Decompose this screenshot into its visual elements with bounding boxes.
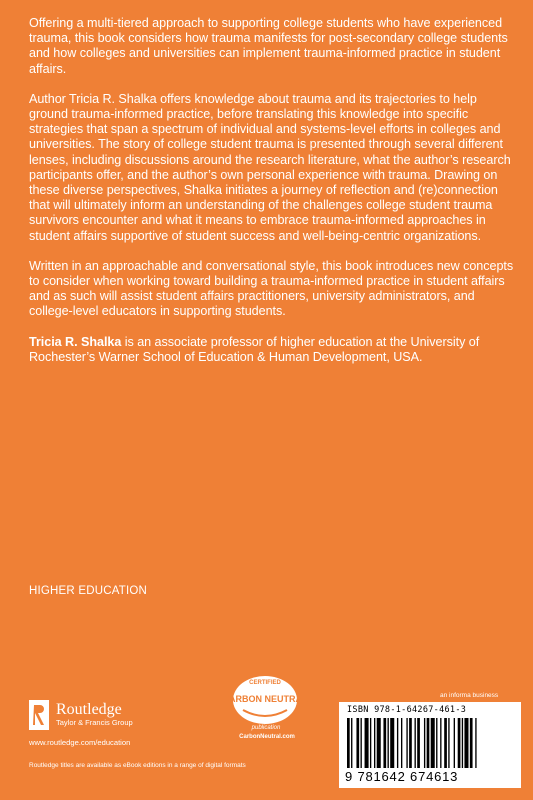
isbn-label: ISBN 978-1-64267-461-3 (347, 705, 467, 715)
barcode-digits: 9 781642 674613 (345, 769, 459, 784)
author-name: Tricia R. Shalka (29, 334, 122, 349)
publisher-group: Taylor & Francis Group (56, 718, 133, 727)
carbon-neutral-line2: CarbonNeutral.com (239, 734, 295, 740)
informa-tagline: an informa business (440, 692, 499, 699)
publisher-name: Routledge (56, 701, 122, 718)
author-bio (29, 335, 515, 365)
routledge-r-icon (29, 700, 49, 730)
badge-top-text: CERTIFIED (249, 680, 281, 686)
blurb-paragraph-2: Author Tricia R. Shalka offers knowledge about trauma and its trajectories to help ground trauma-informed practice, before translating this knowledge into specific strategies that span a spectrum of individual and systems-level efforts in colleges and universities. The story of college student trauma is presented through several different lenses, including discussions around the research literature, what the author’s research participants offer, and the author’s own personal experience with trauma. Drawing on these diverse perspectives, Shalka initiates a journey of reflection and (re)connection that will ultimately inform an understanding of the challenges college student trauma survivors encounter and what it means to embrace trauma-informed approaches in student affairs supportive of student success and well-being-centric organizations. (29, 91, 511, 243)
category-label: HIGHER EDUCATION (29, 585, 147, 597)
carbon-neutral-badge (222, 674, 308, 756)
barcode-bars (347, 718, 513, 768)
isbn-barcode (339, 702, 521, 788)
blurb-paragraph-1: Offering a multi-tiered approach to supporting college students who have experienced trauma, this book considers how trauma manifests for post-secondary college students and how colleges and universities can implement trauma-informed practice in student affairs. (29, 16, 508, 76)
author-bio-text: is an associate professor of higher education at the University of Rochester’s Warner School of Education & Human Development, USA. (29, 334, 480, 364)
back-cover-blurb (29, 16, 515, 380)
ebook-footnote: Routledge titles are available as eBook editions in a range of digital formats (29, 762, 246, 769)
badge-main-text: CARBON NEUTRAL (222, 694, 308, 704)
blurb-paragraph-3: Written in an approachable and conversational style, this book introduces new concepts to consider when working toward building a trauma-informed practice in student affairs and as such will assist student affairs practitioners, university administrators, and college-level educators in supporting students. (29, 258, 514, 319)
publisher-url[interactable]: www.routledge.com/education (29, 738, 131, 747)
carbon-neutral-line1: publication (251, 725, 281, 731)
publisher-logo (29, 700, 239, 730)
